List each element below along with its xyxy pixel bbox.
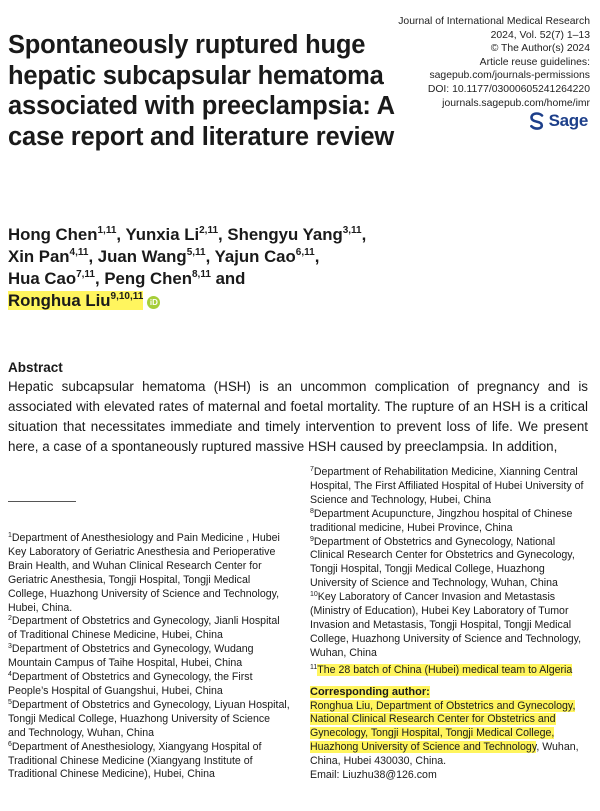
reuse-label: Article reuse guidelines: (479, 56, 590, 68)
publisher-name: Sage (548, 111, 588, 130)
copyright: © The Author(s) 2024 (490, 43, 590, 55)
author: Yunxia Li$^{2,11}$, (125, 225, 228, 244)
author: Hua Cao$^{7,11}$, (8, 269, 105, 288)
author: Peng Chen$^{8,11}$ and (104, 269, 246, 288)
affiliation: $^5$Department of Obstetrics and Gynecology, Liyuan Hospital, Tongji Medical College, Huazhong University of Science and Technology, Wuhan, China (8, 698, 290, 739)
affiliations-left-column (8, 532, 290, 782)
affiliation: $^{11}$The 28 batch of China (Hubei) medical team to Algeria (310, 663, 573, 676)
affiliation: $^2$Department of Obstetrics and Gynecology, Jianli Hospital of Traditional Chinese Medicine, Hubei, China (8, 615, 280, 642)
email[interactable]: Email: Liuzhu38@126.com (310, 769, 437, 782)
corresponding-author-block: Corresponding author: Ronghua Liu, Department of Obstetrics and Gynecology, National Clinical Research Center for Obstetrics and Gynecology, Tongji Hospital, Tongji Medical College, Huazhong University of Science and Technology, Wuhan, China, Hubei 430030, China. Email: Liuzhu38@126.com (310, 685, 579, 782)
abstract-text: Hepatic subcapsular hematoma (HSH) is an uncommon complication of pregnancy and is associated with elevated rates of maternal and foetal mortality. The rupture of an HSH is a critical situation that necessitates immediate and timely intervention to prevent loss of life. We present here, a case of a spontaneously ruptured massive HSH caused by preeclampsia. In addition, (8, 379, 588, 454)
abstract-heading: Abstract (8, 360, 63, 375)
publisher-logo (529, 111, 588, 131)
author: Hong Chen$^{1,11}$, (8, 225, 126, 244)
affiliation: $^3$Department of Obstetrics and Gynecology, Wudang Mountain Campus of Taihe Hospital, Hubei, China (8, 643, 254, 670)
author: Xin Pan$^{4,11}$, (8, 247, 98, 266)
affiliation: $^8$Department Acupuncture, Jingzhou hospital of Chinese traditional medicine, Hubei Province, China (310, 507, 573, 534)
affiliations-right-column (310, 466, 592, 783)
author: Shengyu Yang$^{3,11}$, (227, 225, 367, 244)
affiliation: $^4$Department of Obstetrics and Gynecology, the First People’s Hospital of Guangshui, Hubei, China (8, 671, 253, 697)
journal-meta (350, 15, 590, 110)
journal-name: Journal of International Medical Research (398, 16, 590, 27)
sage-logo-icon (529, 112, 545, 130)
affiliation: $^7$Department of Rehabilitation Medicine, Xianning Central Hospital, The First Affiliated Hospital of Hubei University of Science and Technology, Hubei, China (310, 466, 584, 506)
orcid-icon[interactable]: iD (147, 296, 160, 309)
affiliation: $^6$Department of Anesthesiology, Xiangyang Hospital of Traditional Chinese Medicine (Xiangyang Institute of Traditional Chinese Medicine), Hubei, China (8, 740, 262, 781)
journal-volume: 2024, Vol. 52(7) 1–13 (490, 29, 590, 41)
footnote-divider (8, 501, 76, 502)
author: Yajun Cao$^{6,11}$, (214, 247, 320, 266)
corresponding-author-heading: Corresponding author: (310, 685, 430, 698)
journal-site-link[interactable]: journals.sagepub.com/home/imr (442, 97, 590, 109)
corresponding-author-details: Ronghua Liu, Department of Obstetrics and Gynecology, National Clinical Research Center for Obstetrics and Gynecology, Tongji Hospital, Tongji Medical College, Huazhong University of Science and Technology (310, 699, 576, 754)
author-list (8, 224, 428, 312)
doi[interactable]: DOI: 10.1177/03000605241264220 (427, 83, 590, 95)
reuse-link[interactable]: sagepub.com/journals-permissions (429, 70, 590, 82)
article-title: Spontaneously ruptured huge hepatic subcapsular hematoma associated with preeclampsia: A case report and literature review (8, 31, 394, 151)
affiliation: $^{10}$Key Laboratory of Cancer Invasion and Metastasis (Ministry of Education), Hubei Key Laboratory of Tumor Invasion and Metastasis, Tongji Hospital, Tongji Medical College, Huazhong University of Science and Technology, Wuhan, China (310, 591, 582, 659)
affiliation: $^1$Department of Anesthesiology and Pain Medicine , Hubei Key Laboratory of Geriatric Anesthesia and Perioperative Brain Health, and Wuhan Clinical Research Center for Geriatric Anesthesia, Tongji Hospital, Tongji Medical College, Huazhong University of Science and Technology, Hubei, China. (8, 532, 280, 614)
author: Juan Wang$^{5,11}$, (97, 247, 215, 266)
affiliation: $^9$Department of Obstetrics and Gynecology, National Clinical Research Center for Obstetrics and Gynecology, Tongji Hospital, Tongji Medical College, Huazhong University of Science and Technology, Wuhan, China (310, 535, 575, 590)
corresponding-author-name: Ronghua Liu$^{9,10,11}$ (8, 291, 144, 310)
